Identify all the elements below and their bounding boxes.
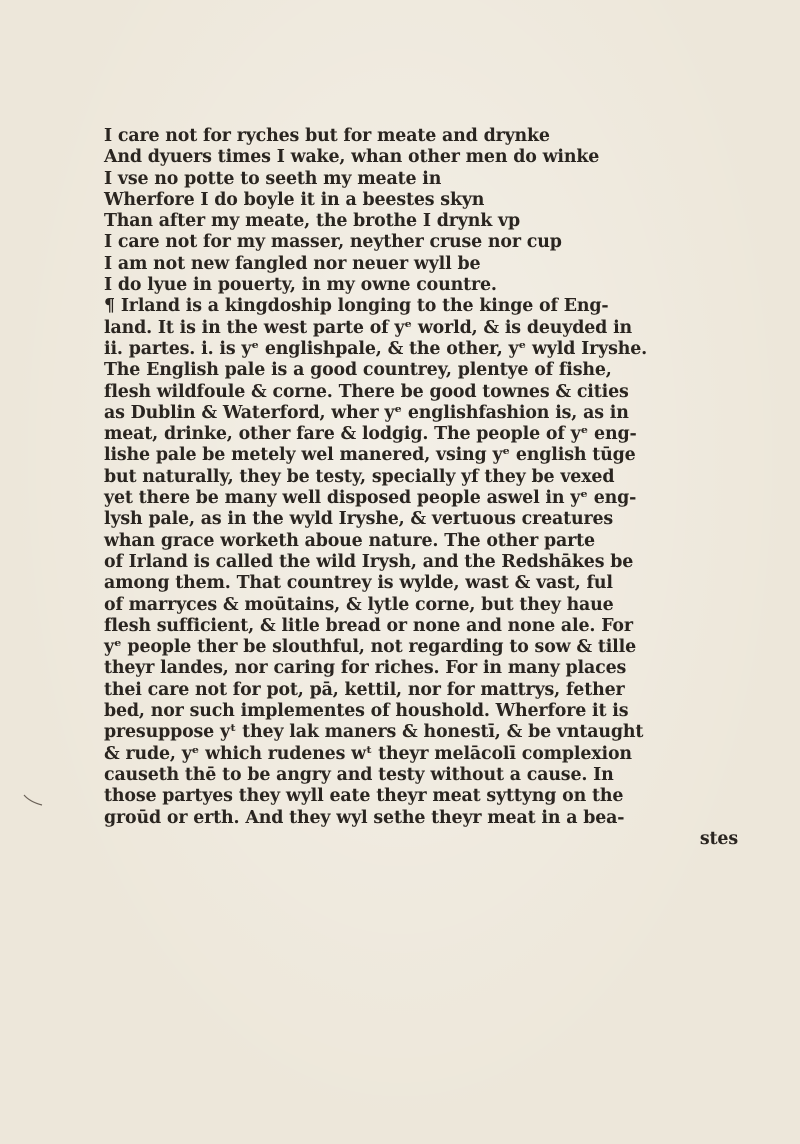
verse-line: Wherfore I do boyle it in a beestes skyn	[104, 189, 485, 210]
hyphenated-line-end: stes	[699, 828, 738, 849]
prose-line: bed, nor such implementes of houshold. Wherfore it is	[104, 701, 629, 722]
prose-line: yᵉ people ther be slouthful, not regarding to sow & tille	[104, 637, 636, 658]
prose-line: yet there be many well disposed people aswel in yᵉ eng-	[104, 488, 637, 509]
prose-line: land. It is in the west parte of yᵉ world, & is deuyded in	[104, 317, 633, 338]
prose-line: those partyes they wyll eate theyr meat syttyng on the	[104, 786, 624, 807]
prose-line: ¶ Irland is a kingdoship longing to the kinge of Eng-	[104, 296, 609, 317]
body-text	[104, 126, 744, 850]
prose-line: presuppose yᵗ they lak maners & honestī, & be vntaught	[104, 722, 644, 743]
verse-line: And dyuers times I wake, whan other men do winke	[104, 147, 600, 168]
verse-line: I care not for my masser, neyther cruse nor cup	[104, 232, 562, 253]
prose-line: theyr landes, nor caring for riches. For in many places	[104, 658, 627, 679]
verse-line: I am not new fangled nor neuer wyll be	[104, 253, 481, 274]
verse-line: I do lyue in pouerty, in my owne countre.	[104, 275, 497, 296]
verse-line: I care not for ryches but for meate and drynke	[104, 126, 550, 146]
prose-line: as Dublin & Waterford, wher yᵉ englishfashion is, as in	[104, 402, 629, 423]
prose-line: among them. That countrey is wylde, wast & vast, ful	[104, 573, 613, 594]
prose-line: & rude, yᵉ which rudenes wᵗ theyr melācolī complexion	[104, 743, 632, 764]
prose-line: of marryces & moūtains, & lytle corne, but they haue	[104, 594, 614, 615]
prose-line: ii. partes. i. is yᵉ englishpale, & the other, yᵉ wyld Iryshe.	[104, 338, 648, 359]
prose-line: causeth thē to be angry and testy without a cause. In	[104, 764, 614, 785]
prose-line: flesh sufficient, & litle bread or none and none ale. For	[104, 615, 633, 636]
prose-line: The English pale is a good countrey, plentye of fishe,	[104, 360, 612, 381]
prose-line: whan grace worketh aboue nature. The other parte	[104, 530, 595, 551]
prose-line: of Irland is called the wild Irysh, and the Redshākes be	[104, 551, 634, 572]
verse-stanza	[104, 126, 744, 296]
prose-line: lysh pale, as in the wyld Iryshe, & vertuous creatures	[104, 509, 614, 530]
prose-line: meat, drinke, other fare & lodgig. The people of yᵉ eng-	[104, 424, 637, 445]
prose-line: but naturally, they be testy, specially yf they be vexed	[104, 466, 615, 487]
verse-line: Than after my meate, the brothe I drynk vp	[104, 211, 520, 232]
verse-line: I vse no potte to seeth my meate in	[104, 168, 442, 189]
prose-line: flesh wildfoule & corne. There be good townes & cities	[104, 381, 629, 402]
prose-line: groūd or erth. And they wyl sethe theyr meat in a bea-	[104, 807, 625, 828]
prose-paragraph	[104, 296, 744, 850]
marginal-pen-mark	[22, 793, 44, 807]
prose-line: thei care not for pot, pā, kettil, nor for mattrys, fether	[104, 679, 625, 700]
prose-line: lishe pale be metely wel manered, vsing yᵉ english tūge	[104, 445, 636, 466]
